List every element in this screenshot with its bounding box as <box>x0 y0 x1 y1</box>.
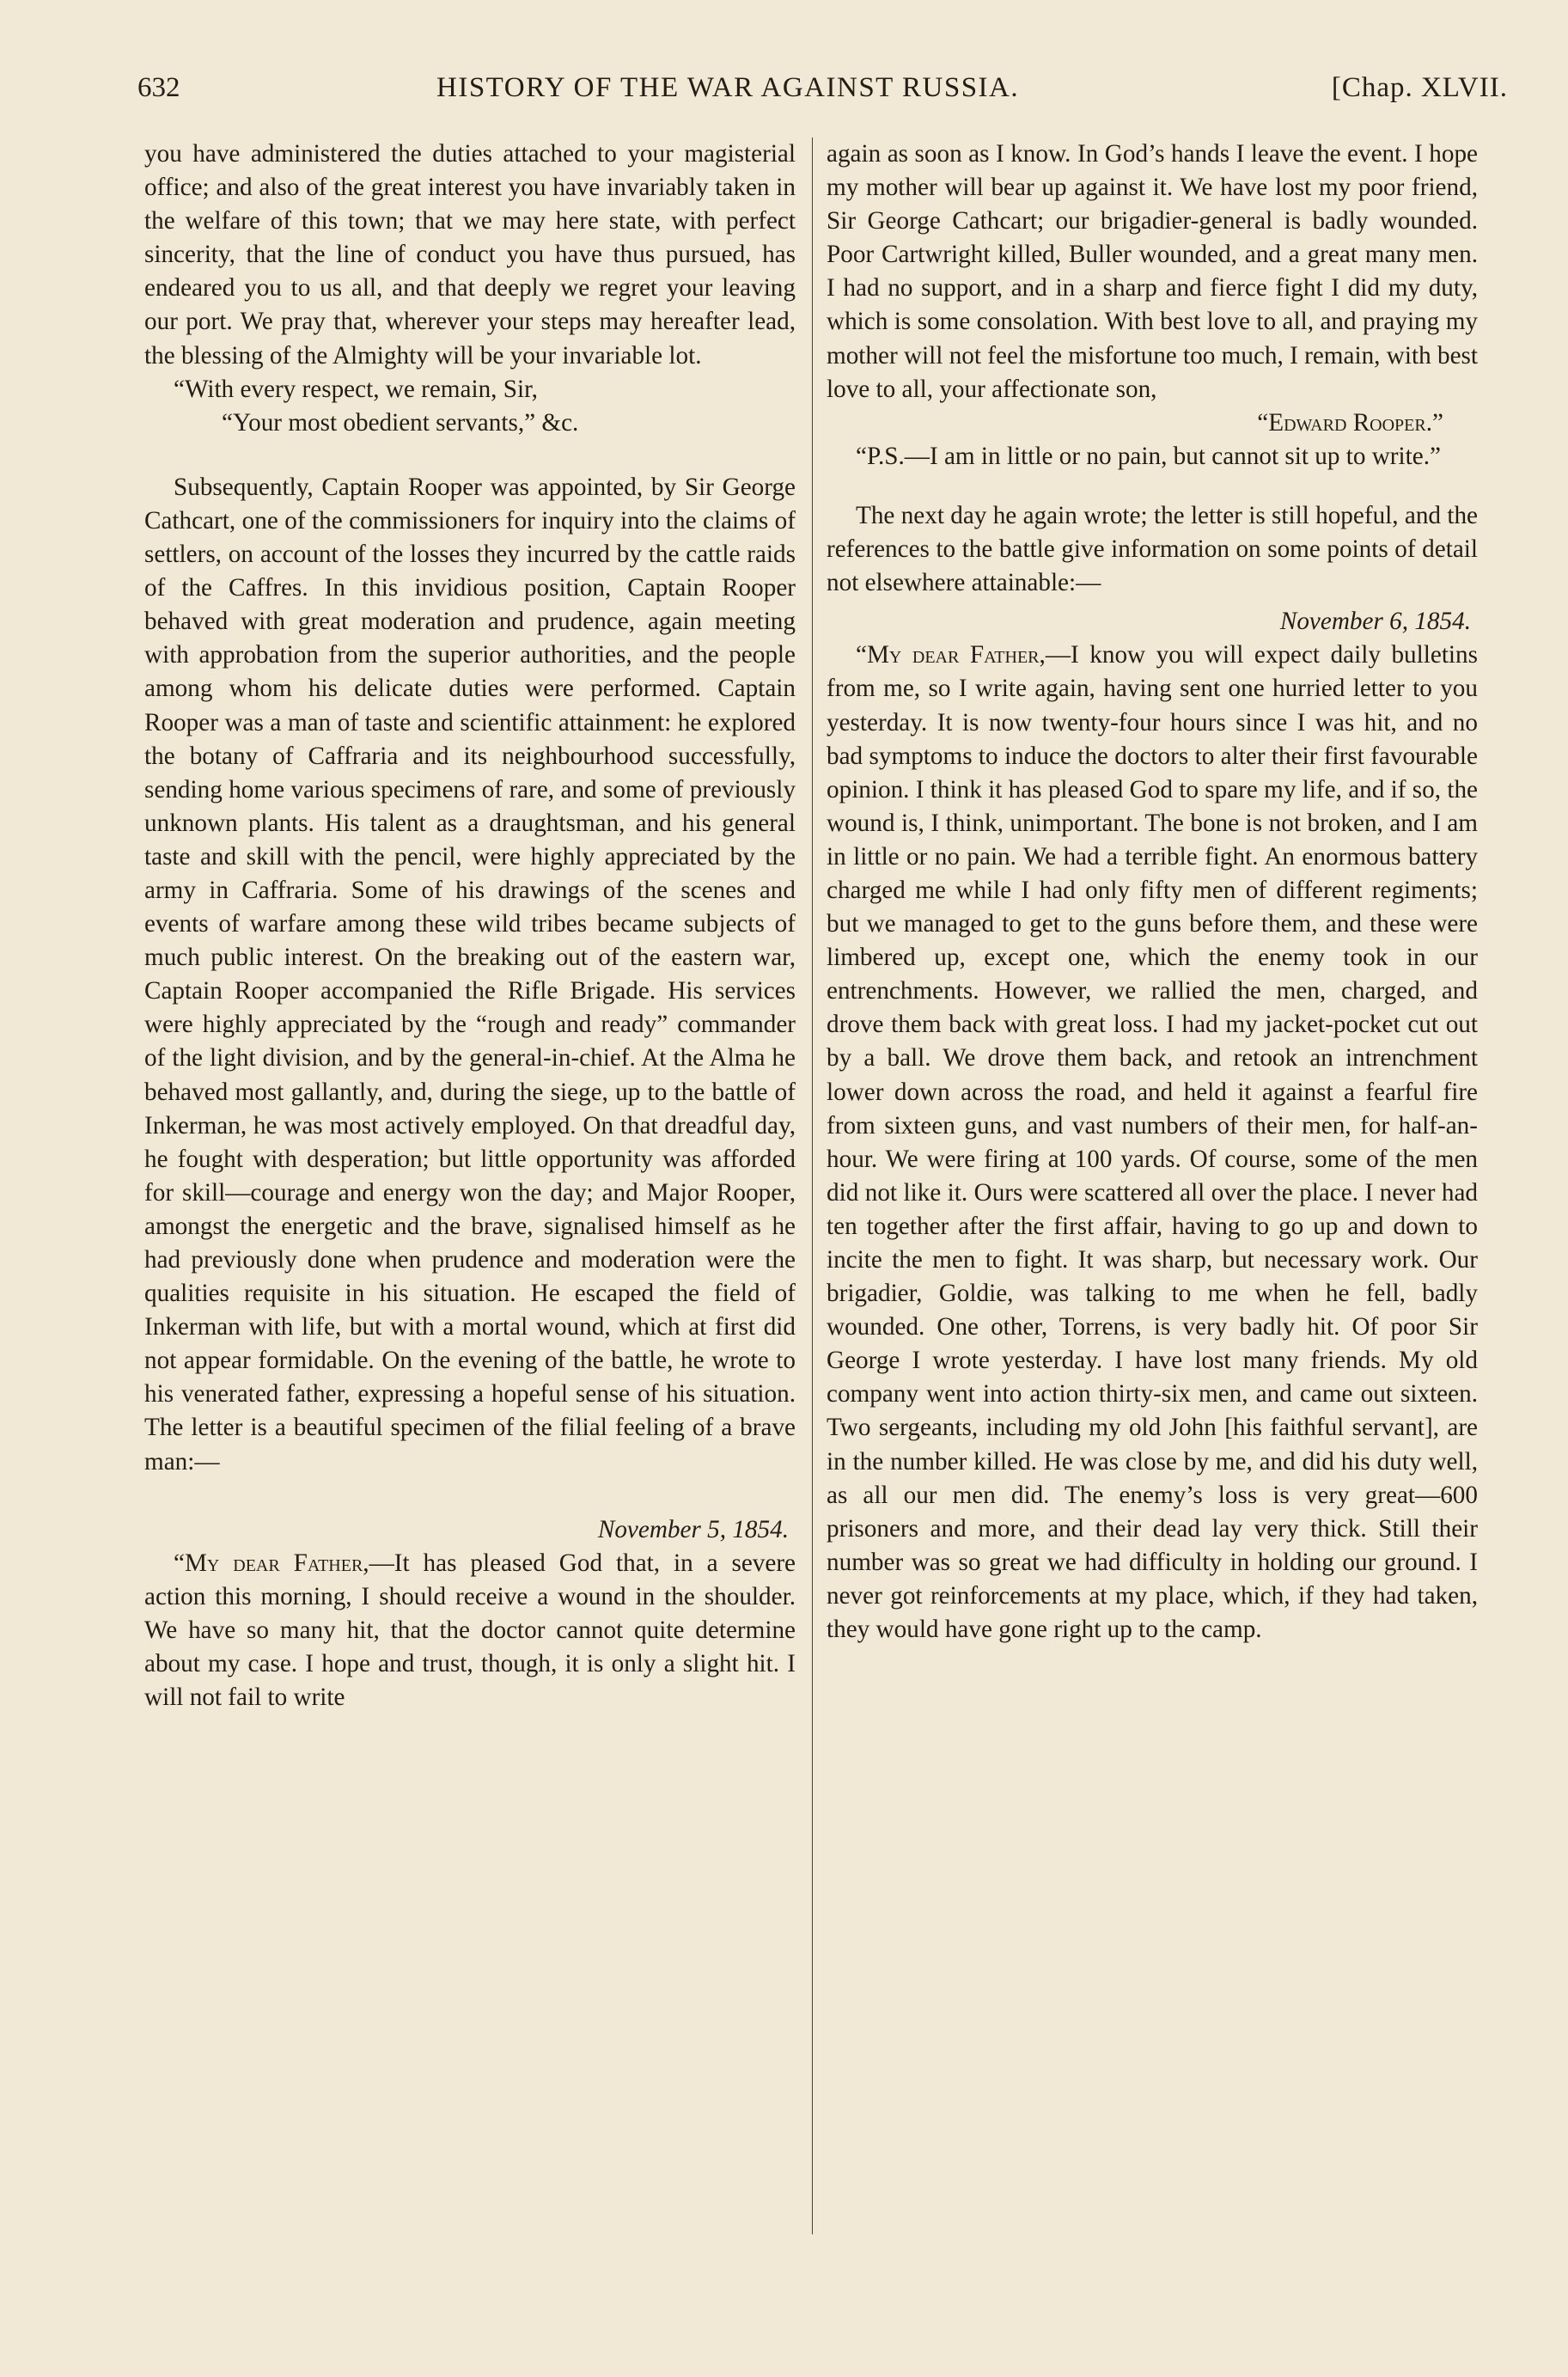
page-header <box>137 65 1508 113</box>
letter-date-2: November 6, 1854. <box>1279 608 1471 636</box>
letter-salutation-2: “My dear Father, <box>856 641 1046 669</box>
letter-continuation: again as soon as I know. In God’s hands I leave the event. I hope my mother will bear up against it. We have lost my poor friend, Sir George Cathcart; our brigadier-general is badly wounded. Poor Cartwright killed, Buller wounded, and a great many men. I had no support, and in a sharp and fierce fight I did my duty, which is some consolation. With best love to all, and praying my mother will not feel the misfortune too much, I remain, with best love to all, your affectionate son, <box>827 140 1478 403</box>
right-column <box>827 137 1478 1647</box>
narrative-paragraph-2: The next day he again wrote; the letter is still hopeful, and the references to the battle give information on some points of detail not elsewhere attainable:— <box>827 501 1478 597</box>
letter-date: November 5, 1854. <box>597 1515 789 1543</box>
address-paragraph: you have administered the duties attached to your magisterial office; and also of the great interest you have invariably taken in the welfare of this town; that we may here state, with perfect sincerity, that the line of conduct you have thus pursued, has endeared you to us all, and that deeply we regret your leaving our port. We pray that, wherever your steps may hereafter lead, the blessing of the Almighty will be your invariable lot. <box>144 140 796 370</box>
letter-text: —It has pleased God that, in a severe action this morning, I should receive a wound in the shoulder. We have so many hit, that the doctor cannot quite determine about my case. I hope and trust, though, it is only a slight hit. I will not fail to write <box>144 1549 796 1712</box>
closing-signature: “Your most obedient servants,” &c. <box>222 408 579 437</box>
letter-body-2 <box>827 639 1478 1647</box>
page-number: 632 <box>137 72 180 103</box>
letter-body <box>144 1547 796 1714</box>
closing-salutation: “With every respect, we remain, Sir, <box>174 375 538 403</box>
letter-salutation: “My dear Father, <box>174 1549 369 1577</box>
chapter-reference: [Chap. XLVII. <box>1331 72 1508 103</box>
column-divider <box>812 137 813 2234</box>
postscript: “P.S.—I am in little or no pain, but cannot sit up to write.” <box>856 442 1441 470</box>
letter-text-2: —I know you will expect daily bulletins from me, so I write again, having sent one hurried letter to you yesterday. It is now twenty-four hours since I was hit, and no bad symptoms to induce the doctors to alter their first favourable opinion. I think it has pleased God to spare my life, and if so, the wound is, I think, unimportant. The bone is not broken, and I am in little or no pain. We had a terrible fight. An enormous battery charged me while I had only fifty men of different regiments; but we managed to get to the guns before them, and these were limbered up, except one, which the enemy took in our entrenchments. However, we rallied the men, charged, and drove them back with great loss. I had my jacket-pocket cut out by a ball. We drove them back, and retook an intrenchment lower down across the road, and held it against a fearful fire from sixteen guns, and vast numbers of their men, for half-an-hour. We were firing at 100 yards. Of course, some of the men did not like it. Ours were scattered all over the place. I never had ten together after the first affair, having to go up and down to incite the men to fight. It was sharp, but necessary work. Our brigadier, Goldie, was talking to me when he fell, badly wounded. One other, Torrens, is very badly hit. Of poor Sir George I wrote yesterday. I have lost many friends. My old company went into action thirty-six men, and came out sixteen. Two sergeants, including my old John [his faithful servant], are in the number killed. He was close by me, and did his duty well, as all our men did. The enemy’s loss is very great—600 prisoners and more, and their dead lay very thick. Still their number was so great we had difficulty in holding our ground. I never got reinforcements at my place, which, if they had taken, they would have gone right up to the camp. <box>827 641 1478 1644</box>
letter-signature: “Edward Rooper.” <box>1257 408 1443 437</box>
left-column <box>144 137 796 1714</box>
narrative-paragraph: Subsequently, Captain Rooper was appointed, by Sir George Cathcart, one of the commissioners for inquiry into the claims of settlers, on account of the losses they incurred by the cattle raids of the Caffres. In this invidious position, Captain Rooper behaved with great moderation and prudence, again meeting with approbation from the superior authorities, and the people among whom his delicate duties were performed. Captain Rooper was a man of taste and scientific attainment: he explored the botany of Caffraria and its neighbourhood successfully, sending home various specimens of rare, and some of previously unknown plants. His talent as a draughtsman, and his general taste and skill with the pencil, were highly appreciated by the army in Caffraria. Some of his drawings of the scenes and events of warfare among these wild tribes became subjects of much public interest. On the breaking out of the eastern war, Captain Rooper accompanied the Rifle Brigade. His services were highly appreciated by the “rough and ready” commander of the light division, and by the general-in-chief. At the Alma he behaved most gallantly, and, during the siege, up to the battle of Inkerman, he was most actively employed. On that dreadful day, he fought with desperation; but little opportunity was afforded for skill—courage and energy won the day; and Major Rooper, amongst the energetic and the brave, signalised himself as he had previously done when prudence and moderation were the qualities requisite in his situation. He escaped the field of Inkerman with life, but with a mortal wound, which at first did not appear formidable. On the evening of the battle, he wrote to his venerated father, expressing a hopeful sense of his situation. The letter is a beautiful specimen of the filial feeling of a brave man:— <box>144 473 796 1476</box>
running-title: HISTORY OF THE WAR AGAINST RUSSIA. <box>436 72 1020 103</box>
